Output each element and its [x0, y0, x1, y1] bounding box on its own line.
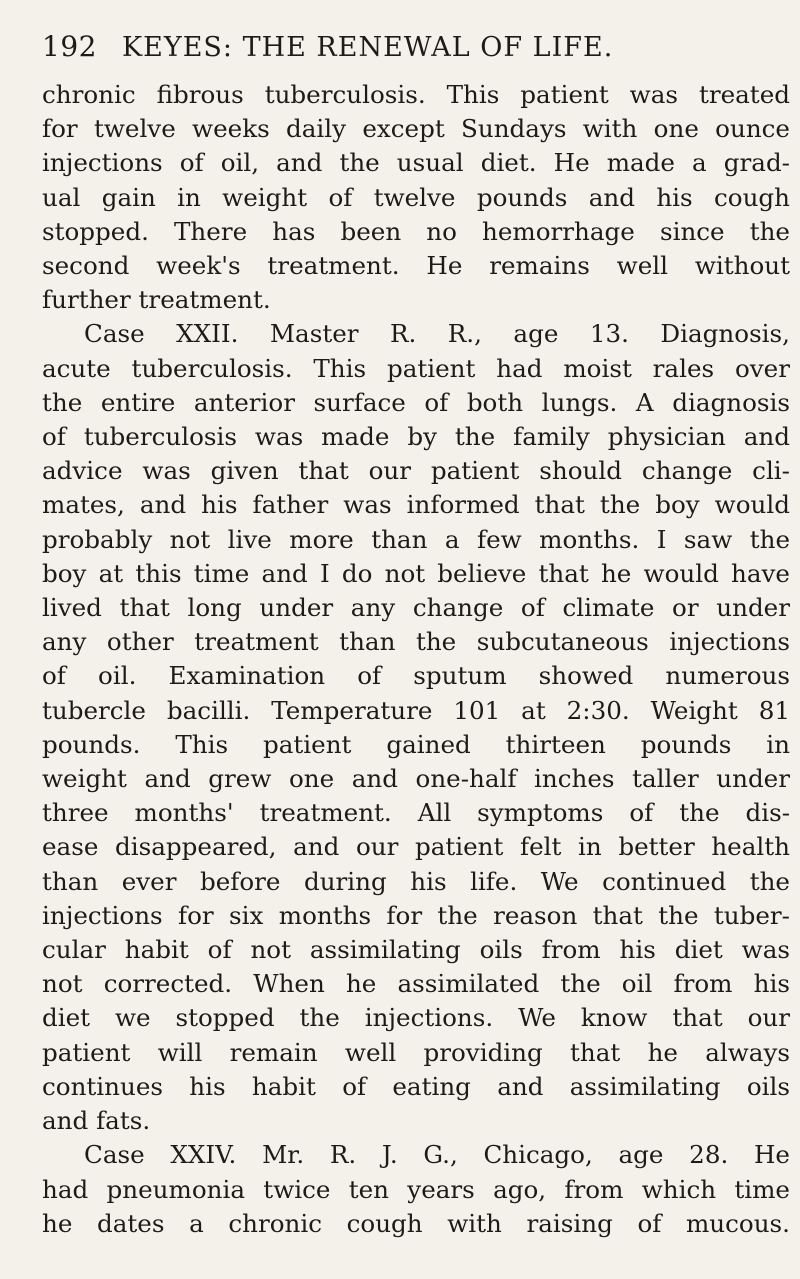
text-line: patient will remain well providing that he always	[42, 1037, 790, 1067]
text-line: diet we stopped the injections. We know that our	[42, 1003, 790, 1033]
running-head	[42, 30, 790, 74]
body-text	[42, 78, 790, 1241]
text-line: continues his habit of eating and assimilating oils	[42, 1071, 790, 1101]
text-line: for twelve weeks daily except Sundays with one ounce	[42, 114, 790, 144]
text-line: boy at this time and I do not believe that he would have	[42, 558, 790, 588]
text-line: weight and grew one and one-half inches taller under	[42, 764, 790, 794]
text-line: ease disappeared, and our patient felt in better health	[42, 832, 790, 862]
text-line: second week's treatment. He remains well without	[42, 251, 790, 281]
running-title: KEYES: THE RENEWAL OF LIFE.	[122, 32, 614, 63]
text-line: Case XXIV. Mr. R. J. G., Chicago, age 28. He	[84, 1140, 790, 1170]
page-number: 192	[42, 30, 97, 63]
text-line: cular habit of not assimilating oils from his diet was	[42, 935, 790, 965]
text-line: ual gain in weight of twelve pounds and his cough	[42, 182, 790, 212]
text-line: mates, and his father was informed that the boy would	[42, 490, 790, 520]
text-line: not corrected. When he assimilated the oil from his	[42, 969, 790, 999]
text-line: he dates a chronic cough with raising of mucous.	[42, 1208, 790, 1238]
text-line: injections of oil, and the usual diet. He made a grad-	[42, 148, 790, 178]
text-line: acute tuberculosis. This patient had moist rales over	[42, 353, 790, 383]
text-line: than ever before during his life. We continued the	[42, 866, 790, 896]
text-line: of tuberculosis was made by the family physician and	[42, 422, 790, 452]
text-line: the entire anterior surface of both lungs. A diagnosis	[42, 387, 790, 417]
text-line: further treatment.	[42, 285, 271, 315]
text-line: tubercle bacilli. Temperature 101 at 2:30. Weight 81	[42, 695, 790, 725]
text-line: stopped. There has been no hemorrhage since the	[42, 216, 790, 246]
text-line: had pneumonia twice ten years ago, from which time	[42, 1174, 790, 1204]
text-line: chronic fibrous tuberculosis. This patient was treated	[42, 80, 790, 109]
text-line: injections for six months for the reason that the tuber-	[42, 900, 790, 930]
text-line: Case XXII. Master R. R., age 13. Diagnosis,	[84, 319, 790, 349]
text-line: advice was given that our patient should change cli-	[42, 456, 790, 486]
text-line: and fats.	[42, 1106, 151, 1136]
text-line: pounds. This patient gained thirteen pounds in	[42, 729, 790, 759]
text-line: any other treatment than the subcutaneous injections	[42, 627, 790, 657]
text-line: three months' treatment. All symptoms of the dis-	[42, 798, 790, 828]
text-line: probably not live more than a few months. I saw the	[42, 524, 790, 554]
text-line: lived that long under any change of climate or under	[42, 593, 790, 623]
text-line: of oil. Examination of sputum showed numerous	[42, 661, 790, 691]
